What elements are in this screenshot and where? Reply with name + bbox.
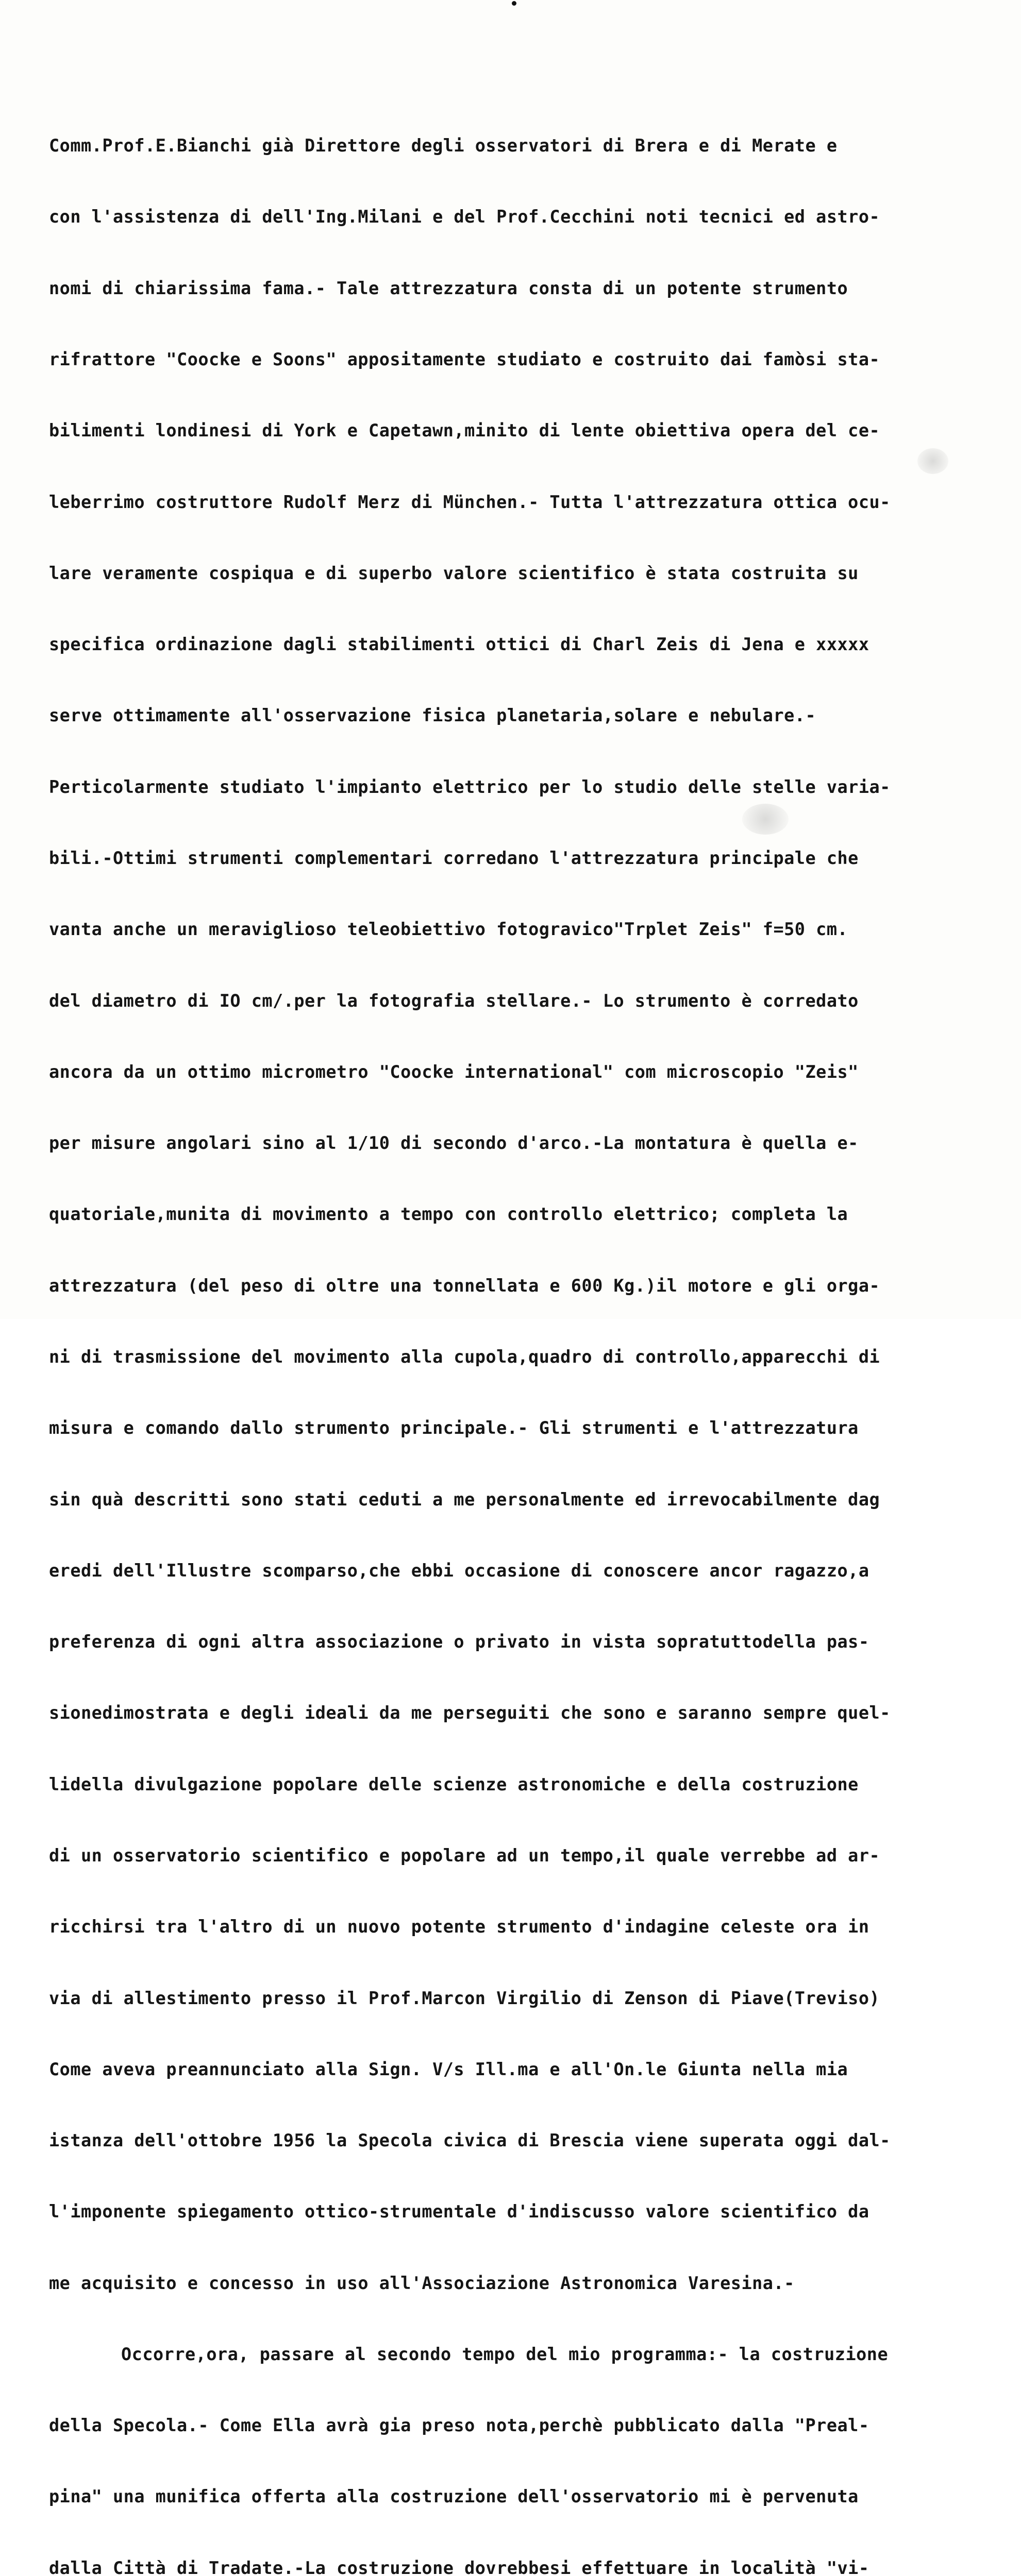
text-line: lidella divulgazione popolare delle scienze astronomiche e della costruzione (49, 1774, 859, 1794)
text-line: con l'assistenza di dell'Ing.Milani e del Prof.Cecchini noti tecnici ed astro- (49, 207, 880, 227)
text-line: di un osservatorio scientifico e popolare ad un tempo,il quale verrebbe ad ar- (49, 1845, 880, 1866)
text-line: istanza dell'ottobre 1956 la Specola civica di Brescia viene superata oggi dal- (49, 2130, 891, 2151)
text-line: leberrimo costruttore Rudolf Merz di München.- Tutta l'attrezzatura ottica ocu- (49, 492, 891, 512)
text-line: Come aveva preannunciato alla Sign. V/s Ill.ma e all'On.le Giunta nella mia (49, 2059, 848, 2079)
text-line: ancora da un ottimo micrometro "Coocke international" com microscopio "Zeis" (49, 1061, 859, 1082)
text-line: ni di trasmissione del movimento alla cupola,quadro di controllo,apparecchi di (49, 1346, 880, 1367)
text-line: via di allestimento presso il Prof.Marcon Virgilio di Zenson di Piave(Treviso) (49, 1988, 880, 2008)
text-line: rifrattore "Coocke e Soons" appositamente studiato e costruito dai famòsi sta- (49, 349, 880, 370)
text-line: ricchirsi tra l'altro di un nuovo potente strumento d'indagine celeste ora in (49, 1917, 869, 1937)
text-line: bili.-Ottimi strumenti complementari corredano l'attrezzatura principale che (49, 848, 859, 868)
ink-dot (512, 1, 516, 6)
text-line: per misure angolari sino al 1/10 di secondo d'arco.-La montatura è quella e- (49, 1133, 859, 1154)
text-line: sin quà descritti sono stati ceduti a me personalmente ed irrevocabilmente dag (49, 1489, 880, 1510)
text-line: nomi di chiarissima fama.- Tale attrezzatura consta di un potente strumento (49, 278, 848, 298)
text-line: sionedimostrata e degli ideali da me perseguiti che sono e saranno sempre quel- (49, 1703, 891, 1723)
text-line: pina" una munifica offerta alla costruzione dell'osservatorio mi è pervenuta (49, 2486, 859, 2507)
text-line: del diametro di IO cm/.per la fotografia stellare.- Lo strumento è corredato (49, 990, 859, 1011)
text-line: Comm.Prof.E.Bianchi già Direttore degli osservatori di Brera e di Merate e (49, 135, 838, 156)
text-line: serve ottimamente all'osservazione fisica planetaria,solare e nebulare.- (49, 705, 816, 726)
text-line: dalla Città di Tradate.-La costruzione dovrebbesi effettuare in località "vi- (49, 2557, 869, 2576)
text-line: specifica ordinazione dagli stabilimenti ottici di Charl Zeis di Jena e xxxxx (49, 634, 869, 655)
text-line: Perticolarmente studiato l'impianto elettrico per lo studio delle stelle varia- (49, 776, 891, 797)
text-line: vanta anche un meraviglioso teleobiettivo fotogravico"Trplet Zeis" f=50 cm. (49, 919, 848, 940)
text-line: me acquisito e concesso in uso all'Associazione Astronomica Varesina.- (49, 2273, 795, 2293)
text-line: l'imponente spiegamento ottico-strumentale d'indiscusso valore scientifico da (49, 2201, 869, 2222)
text-line: preferenza di ogni altra associazione o privato in vista sopratuttodella pas- (49, 1632, 869, 1652)
text-line: quatoriale,munita di movimento a tempo con controllo elettrico; completa la (49, 1204, 848, 1225)
text-line: lare veramente cospiqua e di superbo valore scientifico è stata costruita su (49, 563, 859, 583)
paragraph-start-line: Occorre,ora, passare al secondo tempo del mio programma:- la costruzione (121, 2344, 889, 2364)
document-body (49, 87, 1018, 2576)
text-line: eredi dell'Illustre scomparso,che ebbi occasione di conoscere ancor ragazzo,a (49, 1560, 869, 1581)
text-line: misura e comando dallo strumento principale.- Gli strumenti e l'attrezzatura (49, 1418, 859, 1438)
text-line: della Specola.- Come Ella avrà gia preso nota,perchè pubblicato dalla "Preal- (49, 2415, 869, 2436)
text-line: bilimenti londinesi di York e Capetawn,minito di lente obiettiva opera del ce- (49, 420, 880, 441)
text-line: attrezzatura (del peso di oltre una tonnellata e 600 Kg.)il motore e gli orga- (49, 1275, 880, 1296)
